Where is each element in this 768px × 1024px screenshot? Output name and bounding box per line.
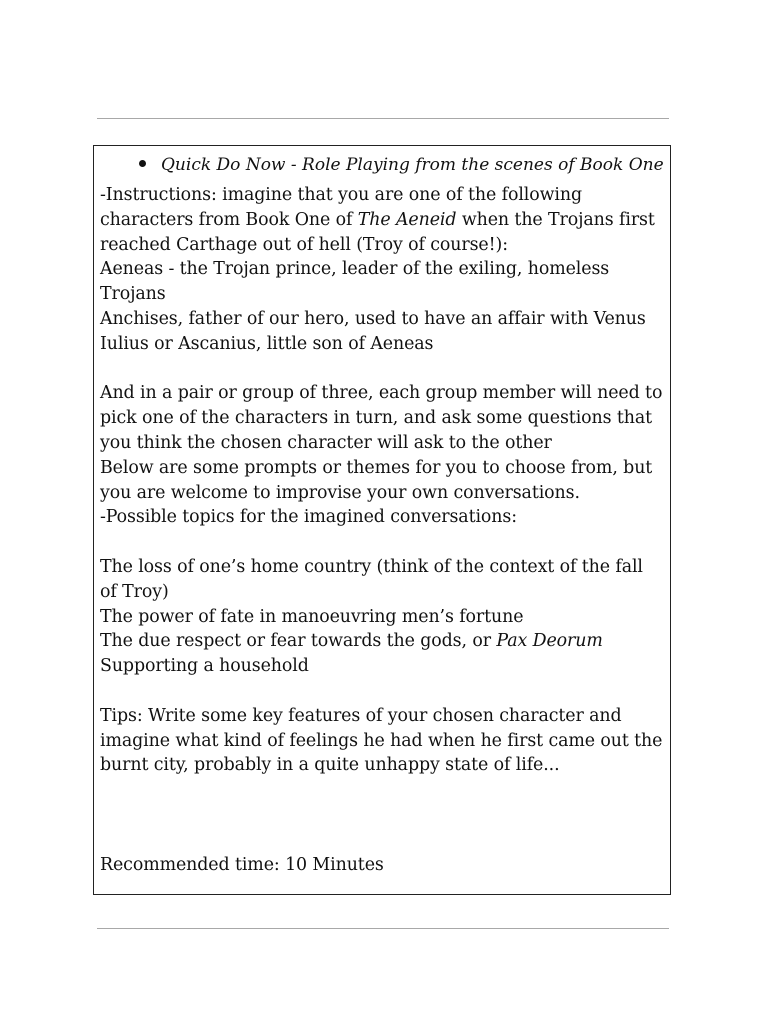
tips-line: burnt city, probably in a quite unhappy state of life... [100, 755, 560, 776]
do-now-box [93, 145, 671, 895]
text-run: characters from Book One of [100, 209, 358, 230]
bottom-divider [97, 928, 669, 929]
topic-loss: The loss of one’s home country (think of the context of the fall [100, 556, 643, 577]
tips-line: Tips: Write some key features of your chosen character and [100, 705, 622, 726]
recommended-time: Recommended time: 10 Minutes [100, 854, 384, 875]
spacer [100, 778, 670, 852]
book-title: The Aeneid [357, 209, 457, 230]
activity-content [100, 183, 670, 877]
text-run: when the Trojans first [456, 209, 655, 230]
spacer [100, 357, 670, 382]
spacer [100, 530, 670, 555]
pax-deorum-term: Pax Deorum [496, 631, 603, 652]
group-task-line: pick one of the characters in turn, and ask some questions that [100, 408, 653, 429]
topic-household: Supporting a household [100, 656, 309, 677]
tips-line: imagine what kind of feelings he had when he first came out the [100, 730, 663, 751]
group-task-line: Below are some prompts or themes for you to choose from, but [100, 457, 653, 478]
instructions-line: -Instructions: imagine that you are one of the following [100, 185, 582, 205]
group-task-line: you are welcome to improvise your own conversations. [100, 482, 580, 503]
heading-text: Quick Do Now - Role Playing from the scenes of Book One [161, 155, 664, 175]
text-run: The due respect or fear towards the gods, or [100, 631, 497, 652]
character-aeneas-cont: Trojans [100, 284, 166, 305]
spacer [100, 679, 670, 704]
top-divider [97, 118, 669, 119]
group-task-line: you think the chosen character will ask to the other [100, 432, 552, 453]
character-iulius: Iulius or Ascanius, little son of Aeneas [100, 333, 434, 354]
topic-loss-cont: of Troy) [100, 581, 169, 602]
group-task-line: And in a pair or group of three, each group member will need to [100, 383, 663, 404]
topic-gods [100, 629, 670, 654]
bullet-icon [139, 160, 146, 167]
topic-fate: The power of fate in manoeuvring men’s fortune [100, 606, 524, 627]
instructions-line: reached Carthage out of hell (Troy of course!): [100, 234, 508, 255]
character-aeneas: Aeneas - the Trojan prince, leader of the exiling, homeless [100, 259, 610, 280]
topics-intro: -Possible topics for the imagined conversations: [100, 507, 517, 528]
activity-heading [139, 154, 664, 176]
instructions-line [100, 208, 670, 233]
character-anchises: Anchises, father of our hero, used to have an affair with Venus [100, 308, 646, 329]
